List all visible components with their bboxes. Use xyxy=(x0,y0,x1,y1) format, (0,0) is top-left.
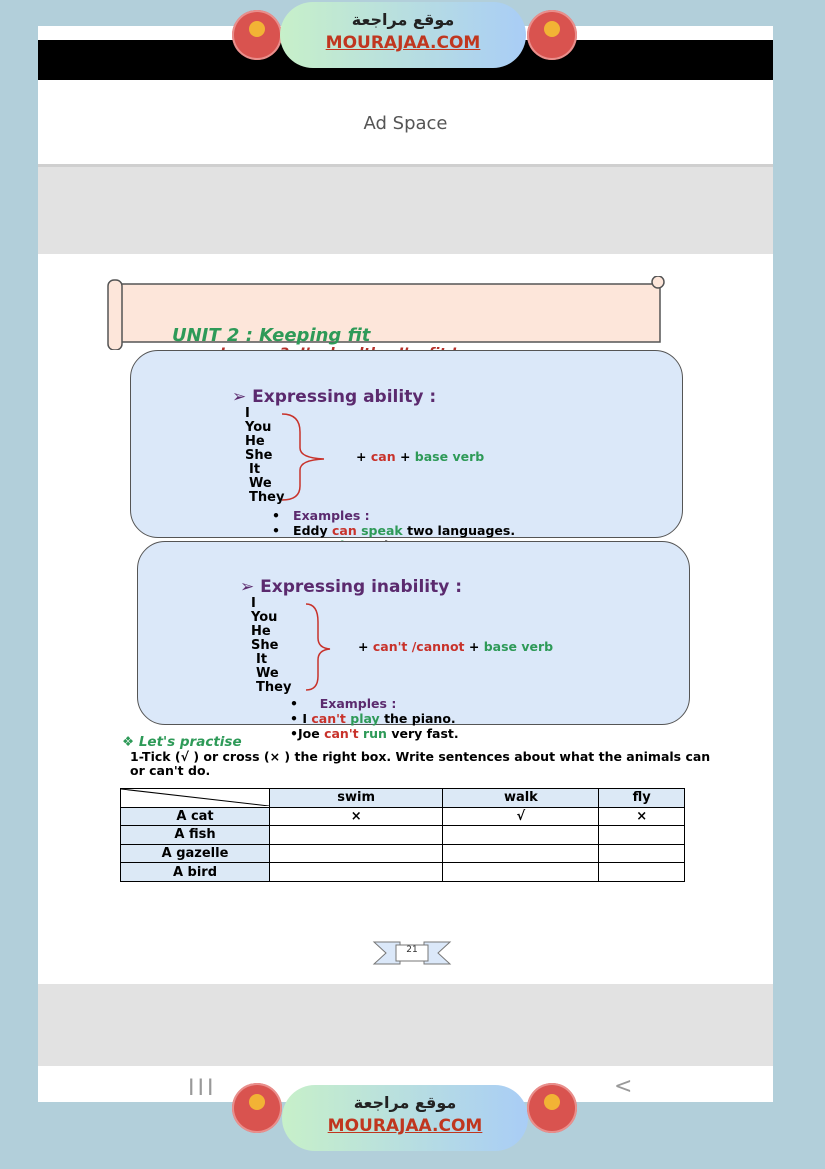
page-number-text: 21 xyxy=(406,945,418,955)
example-rest: the piano. xyxy=(384,711,456,726)
modal-cant: can't /cannot xyxy=(372,639,465,654)
examples-label: Examples : xyxy=(293,508,370,523)
seal-logo-icon xyxy=(232,1083,282,1133)
inability-heading: ➢ Expressing inability : xyxy=(240,577,463,597)
answer-cell[interactable] xyxy=(599,826,685,845)
page-number xyxy=(372,940,452,966)
answer-cell[interactable]: × xyxy=(599,807,685,826)
pronoun: You xyxy=(251,610,278,625)
example-verb: speak xyxy=(361,523,403,538)
seal-logo-icon xyxy=(527,1083,577,1133)
ability-heading-text: Expressing ability : xyxy=(252,387,437,407)
example-subject: I xyxy=(302,711,307,726)
brand-logo-top[interactable] xyxy=(280,2,526,68)
example-modal: can xyxy=(332,523,357,538)
answer-cell[interactable]: √ xyxy=(443,807,599,826)
inability-examples: • Examples : • I can't play the piano. •Joe can't run very fast. xyxy=(290,696,459,741)
answer-cell[interactable]: × xyxy=(270,807,443,826)
seal-logo-icon xyxy=(527,10,577,60)
table-row xyxy=(121,807,685,826)
answer-cell[interactable] xyxy=(270,826,443,845)
ability-examples: • Examples : • Eddy can speak two languages. xyxy=(272,508,515,553)
menu-icon[interactable]: III xyxy=(188,1076,217,1101)
practise-label: Let's practise xyxy=(138,734,242,750)
ability-pronoun-list xyxy=(245,407,284,505)
example-rest: very fast. xyxy=(391,726,459,741)
example-verb: run xyxy=(362,726,387,741)
pronoun: She xyxy=(251,638,279,653)
row-header: A bird xyxy=(121,863,270,882)
gray-spacer-bottom xyxy=(38,984,773,1066)
column-header: fly xyxy=(599,789,685,808)
answer-cell[interactable] xyxy=(270,844,443,863)
ability-heading: ➢ Expressing ability : xyxy=(232,387,437,407)
inability-brace-icon xyxy=(304,602,334,692)
answer-cell[interactable] xyxy=(599,844,685,863)
ability-brace-icon xyxy=(280,412,330,502)
row-header: A fish xyxy=(121,826,270,845)
ad-space[interactable]: Ad Space xyxy=(38,80,773,167)
diagonal-line-icon xyxy=(121,789,269,806)
example-rest: two languages. xyxy=(407,523,516,538)
example-modal: can't xyxy=(311,711,346,726)
inability-heading-text: Expressing inability : xyxy=(260,577,463,597)
pronoun: We xyxy=(256,666,279,681)
animals-table xyxy=(120,788,685,882)
example-modal: can't xyxy=(324,726,359,741)
practise-heading: ❖ Let's practise xyxy=(122,734,242,750)
seal-logo-icon xyxy=(232,10,282,60)
pronoun: I xyxy=(245,406,250,421)
plus-sign: + xyxy=(356,449,367,464)
pronoun: He xyxy=(245,434,265,449)
table-row xyxy=(121,844,685,863)
table-row xyxy=(121,826,685,845)
answer-cell[interactable] xyxy=(599,863,685,882)
diagonal-corner-cell xyxy=(121,789,270,808)
back-icon[interactable]: < xyxy=(614,1074,633,1099)
row-header: A gazelle xyxy=(121,844,270,863)
column-header: walk xyxy=(443,789,599,808)
unit-title: UNIT 2 : Keeping fit xyxy=(172,325,371,346)
brand-arabic: موقع مراجعة xyxy=(351,10,455,29)
example-verb: play xyxy=(350,711,380,726)
plus-sign: + xyxy=(358,639,369,654)
plus-sign: + xyxy=(468,639,480,654)
pronoun: We xyxy=(249,476,272,491)
table-header-row xyxy=(121,789,685,808)
answer-cell[interactable] xyxy=(443,844,599,863)
pronoun: She xyxy=(245,448,273,463)
base-verb: base verb xyxy=(483,639,554,654)
brand-arabic: موقع مراجعة xyxy=(353,1093,457,1112)
modal-can: can xyxy=(370,449,396,464)
row-header: A cat xyxy=(121,807,270,826)
base-verb: base verb xyxy=(414,449,485,464)
answer-cell[interactable] xyxy=(443,826,599,845)
pronoun: I xyxy=(251,596,256,611)
practise-instruction: 1-Tick (√ ) or cross (× ) the right box. Write sentences about what the animals can or can't do. xyxy=(130,749,711,778)
pronoun: They xyxy=(249,490,285,505)
examples-label: Examples : xyxy=(319,696,397,711)
pronoun: He xyxy=(251,624,271,639)
pronoun: It xyxy=(249,462,261,477)
brand-latin: MOURAJAA.COM xyxy=(325,33,481,53)
example-subject: Eddy xyxy=(293,523,328,538)
table-row xyxy=(121,863,685,882)
example-subject: Joe xyxy=(298,726,320,741)
brand-latin: MOURAJAA.COM xyxy=(327,1116,483,1136)
answer-cell[interactable] xyxy=(270,863,443,882)
plus-sign: + xyxy=(399,449,411,464)
pronoun: You xyxy=(245,420,272,435)
brand-logo-bottom[interactable] xyxy=(282,1085,528,1151)
gray-spacer xyxy=(38,167,773,254)
column-header: swim xyxy=(270,789,443,808)
ability-formula xyxy=(356,449,484,464)
pronoun: It xyxy=(256,652,268,667)
inability-formula xyxy=(358,639,553,654)
inability-pronoun-list xyxy=(251,597,291,695)
answer-cell[interactable] xyxy=(443,863,599,882)
pronoun: They xyxy=(256,680,292,695)
